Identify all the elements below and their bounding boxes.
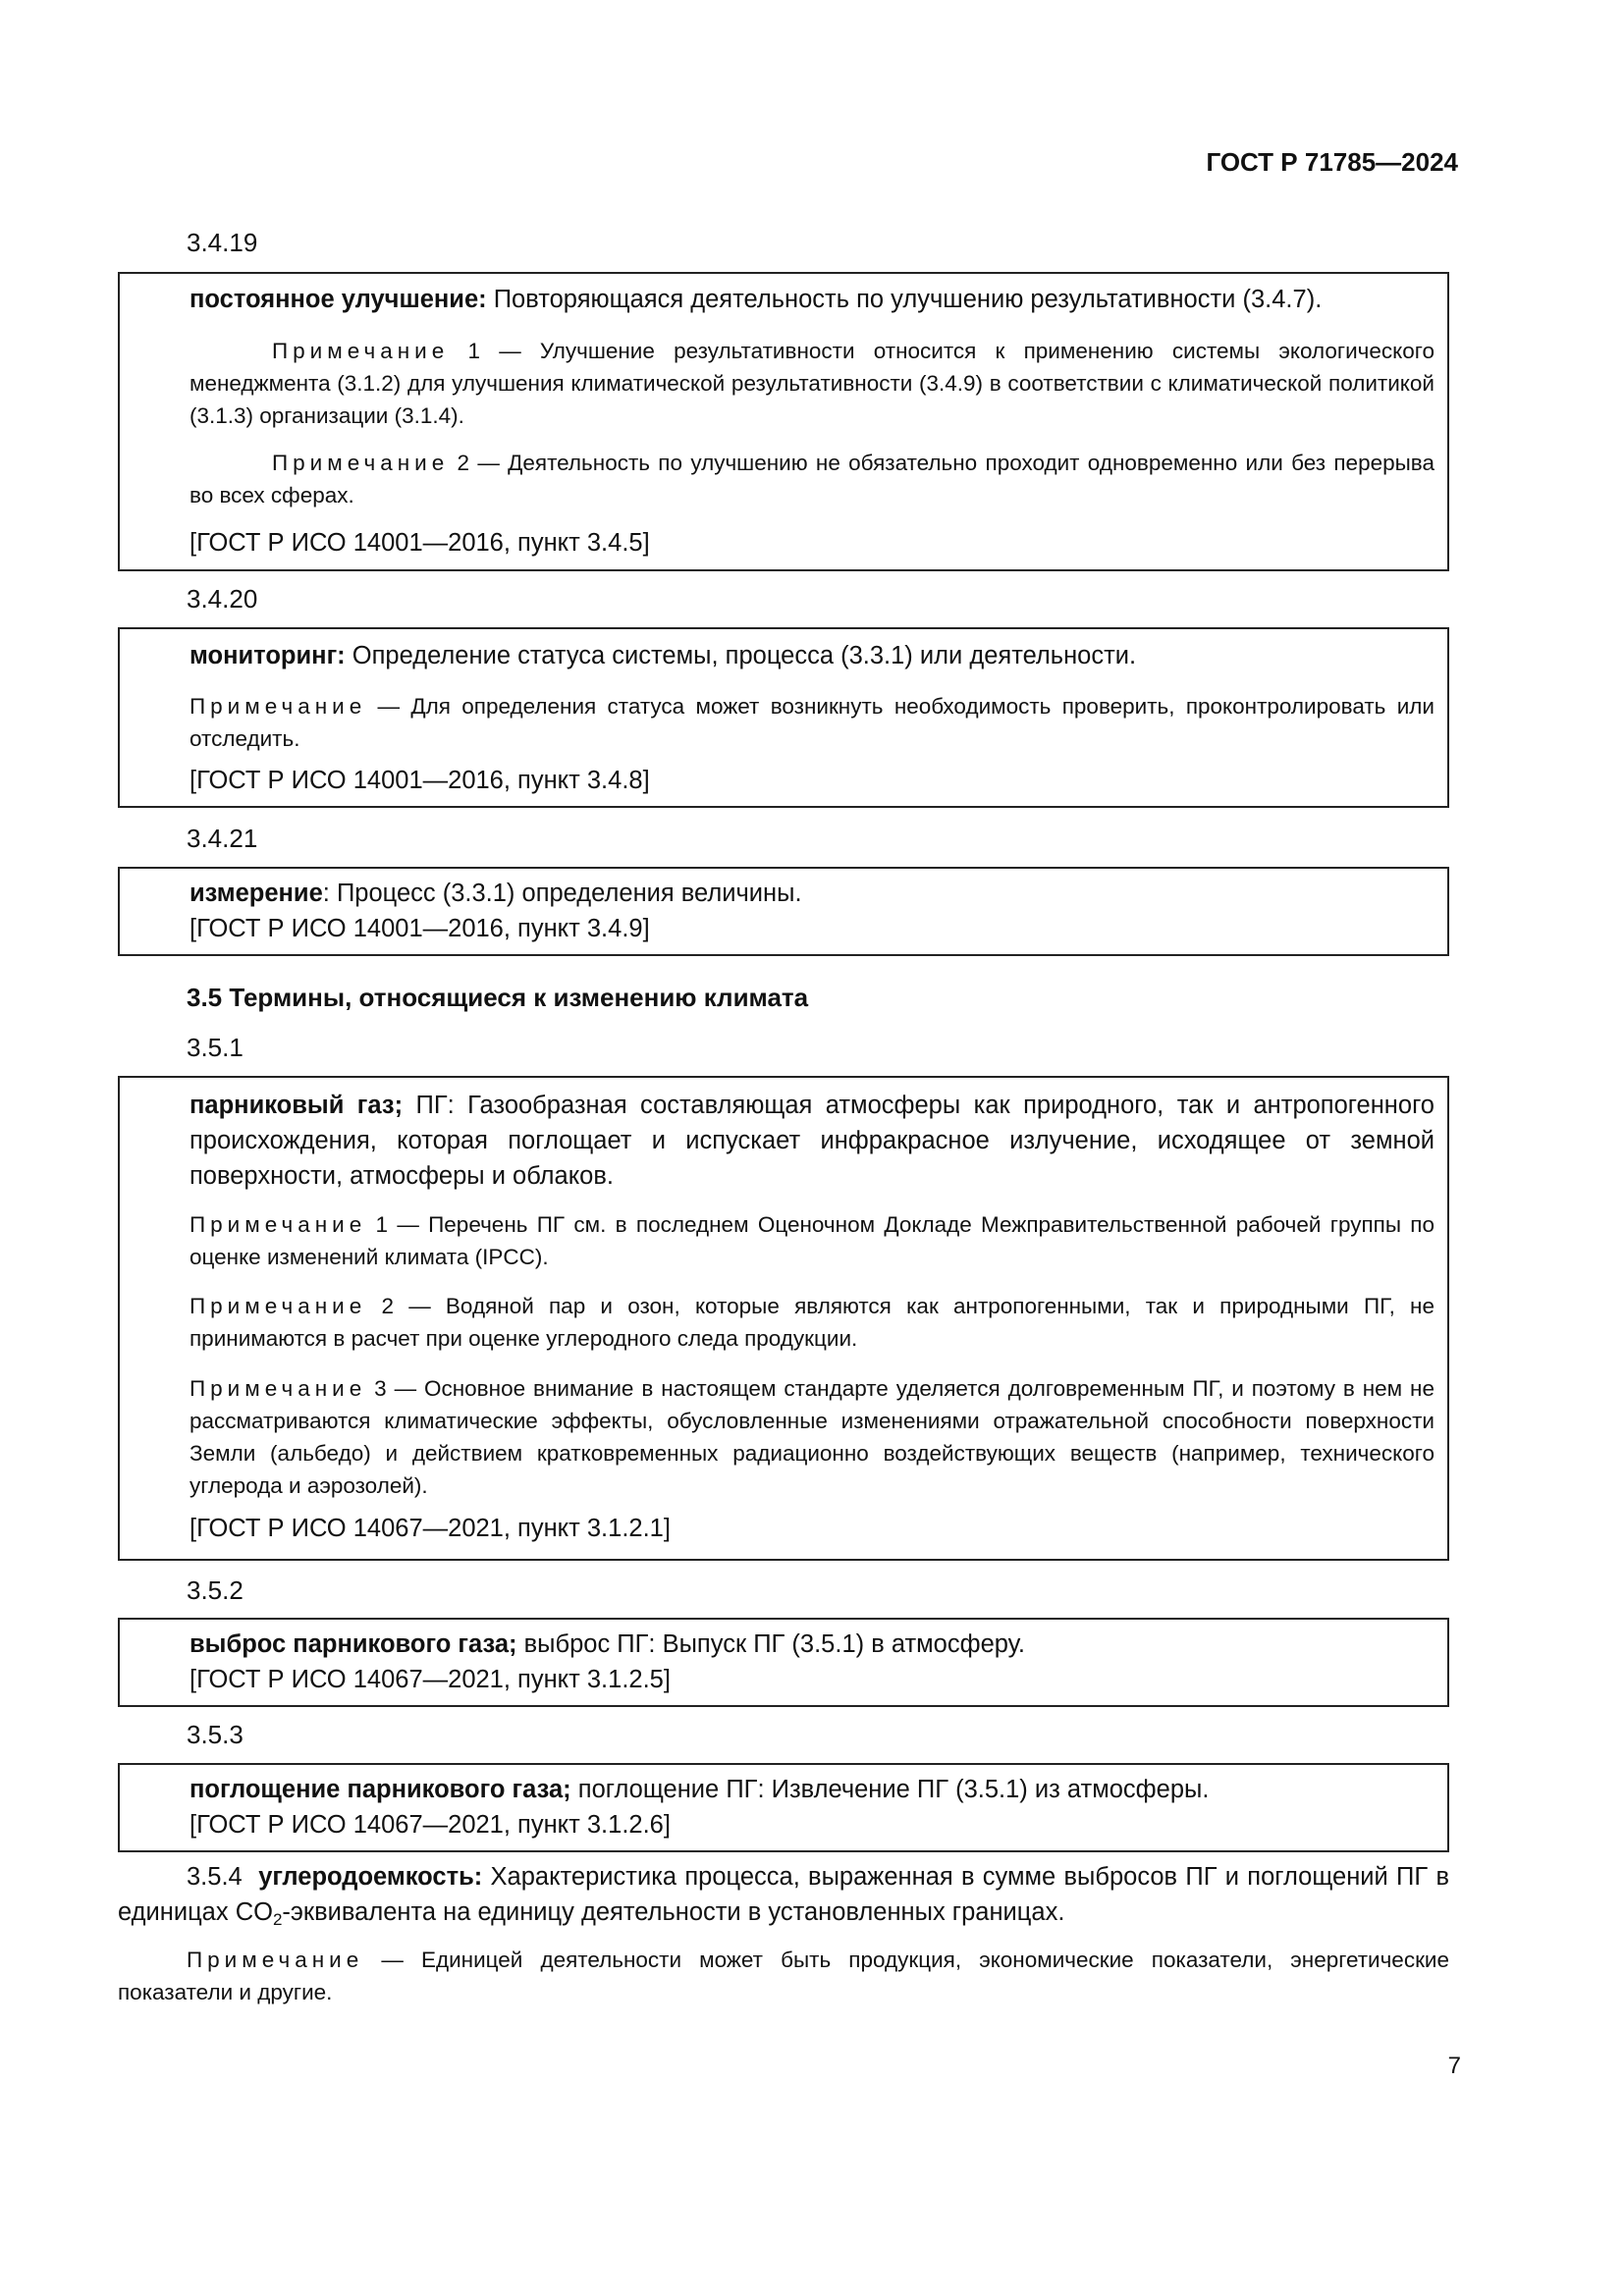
term-definition [189, 282, 1435, 317]
note-2 [189, 447, 1435, 511]
term-name: постоянное улучшение: [189, 286, 487, 313]
definition-text: Характеристика процесса, выраженная в сумме выбросов ПГ и поглощений ПГ в единицах CO [118, 1863, 1449, 1926]
note-text: 2 — Деятельность по улучшению не обязательно проходит одновременно или без перерыва во всех сферах. [189, 451, 1435, 507]
note-text: — Единицей деятельности может быть продукция, экономические показатели, энергетические показатели и другие. [118, 1948, 1449, 2004]
source-reference: [ГОСТ Р ИСО 14067—2021, пункт 3.1.2.1] [189, 1515, 671, 1542]
note-text: — Для определения статуса может возникнуть необходимость проверить, проконтролировать или отследить. [189, 694, 1435, 751]
term-box-3-5-1 [118, 1076, 1449, 1561]
definition-text: : Процесс (3.3.1) определения величины. [322, 880, 802, 907]
entry-number: 3.4.20 [187, 584, 258, 614]
definition-text: Определение статуса системы, процесса (3.3.1) или деятельности. [345, 642, 1137, 669]
note-1 [189, 335, 1435, 432]
term-definition [189, 876, 1435, 911]
note-text: 3 — Основное внимание в настоящем стандарте уделяется долговременным ПГ, и поэтому в нем не рассматриваются климатические эффекты, обусловленные изменениями отражательной способности поверхности Земли (альбедо) и действием кратковременных радиационно воздействующих веществ (например, технического углерода и аэрозолей). [189, 1376, 1435, 1498]
note-text: 1 — Улучшение результативности относится к применению системы экологического менеджмента (3.1.2) для улучшения климатической результативности (3.4.9) в соответствии с климатической политикой (3.1.3) организации (3.1.4). [189, 339, 1435, 428]
term-definition [189, 1627, 1435, 1662]
note-label: Примечание [187, 1948, 364, 1972]
source-reference: [ГОСТ Р ИСО 14067—2021, пункт 3.1.2.5] [189, 1666, 671, 1693]
note-1 [189, 1208, 1435, 1273]
term-name: парниковый газ; [189, 1092, 404, 1119]
entry-number: 3.5.1 [187, 1033, 244, 1062]
note-text: 2 — Водяной пар и озон, которые являются как антропогенными, так и природными ПГ, не принимаются в расчет при оценке углеродного следа продукции. [189, 1294, 1435, 1351]
document-code: ГОСТ Р 71785—2024 [1206, 147, 1458, 177]
source-reference: [ГОСТ Р ИСО 14001—2016, пункт 3.4.8] [189, 767, 650, 794]
definition-text: ПГ: Газообразная составляющая атмосферы как природного, так и антропогенного происхождения, которая поглощает и испускает инфракрасное излучение, исходящее от земной поверхности, атмосферы и облаков. [189, 1092, 1435, 1190]
note-label: Примечание [189, 1212, 367, 1237]
note-3 [189, 1372, 1435, 1502]
term-definition-3-5-4 [118, 1859, 1449, 1930]
definition-text: поглощение ПГ: Извлечение ПГ (3.5.1) из атмосферы. [570, 1776, 1210, 1803]
note-label: Примечание [189, 1376, 367, 1401]
section-title: 3.5 Термины, относящиеся к изменению климата [187, 983, 809, 1012]
subscript: 2 [272, 1910, 283, 1929]
note [189, 690, 1435, 755]
term-definition [189, 1088, 1435, 1194]
entry-number: 3.5.3 [187, 1720, 244, 1749]
entry-number: 3.5.4 [187, 1863, 243, 1891]
definition-text: Повторяющаяся деятельность по улучшению результативности (3.4.7). [486, 286, 1323, 313]
note-text: 1 — Перечень ПГ см. в последнем Оценочном Докладе Межправительственной рабочей группы по оценке изменений климата (IPCC). [189, 1212, 1435, 1269]
definition-text-end: -эквивалента на единицу деятельности в установленных границах. [282, 1898, 1065, 1926]
note-label: Примечание [189, 694, 367, 719]
page-number: 7 [1447, 2053, 1461, 2079]
term-name: углеродоемкость: [258, 1863, 483, 1891]
term-name: выброс парникового газа; [189, 1630, 517, 1658]
term-box-3-4-20 [118, 627, 1449, 808]
source-reference: [ГОСТ Р ИСО 14067—2021, пункт 3.1.2.6] [189, 1811, 671, 1839]
term-box-3-5-2 [118, 1618, 1449, 1707]
source-reference: [ГОСТ Р ИСО 14001—2016, пункт 3.4.9] [189, 915, 650, 942]
definition-text: выброс ПГ: Выпуск ПГ (3.5.1) в атмосферу. [516, 1630, 1025, 1658]
term-name: мониторинг: [189, 642, 346, 669]
entry-number: 3.4.19 [187, 228, 258, 257]
entry-number: 3.4.21 [187, 824, 258, 853]
note-label: Примечание [272, 339, 450, 363]
note-3-5-4 [118, 1944, 1449, 2008]
entry-number: 3.5.2 [187, 1575, 244, 1605]
term-box-3-4-21 [118, 867, 1449, 956]
source-reference: [ГОСТ Р ИСО 14001—2016, пункт 3.4.5] [189, 529, 650, 557]
term-name: поглощение парникового газа; [189, 1776, 571, 1803]
term-box-3-4-19 [118, 272, 1449, 571]
note-label: Примечание [189, 1294, 367, 1318]
term-definition [189, 1772, 1435, 1807]
term-box-3-5-3 [118, 1763, 1449, 1852]
note-2 [189, 1290, 1435, 1355]
note-label: Примечание [272, 451, 450, 475]
term-definition [189, 638, 1435, 673]
term-name: измерение [189, 880, 323, 907]
